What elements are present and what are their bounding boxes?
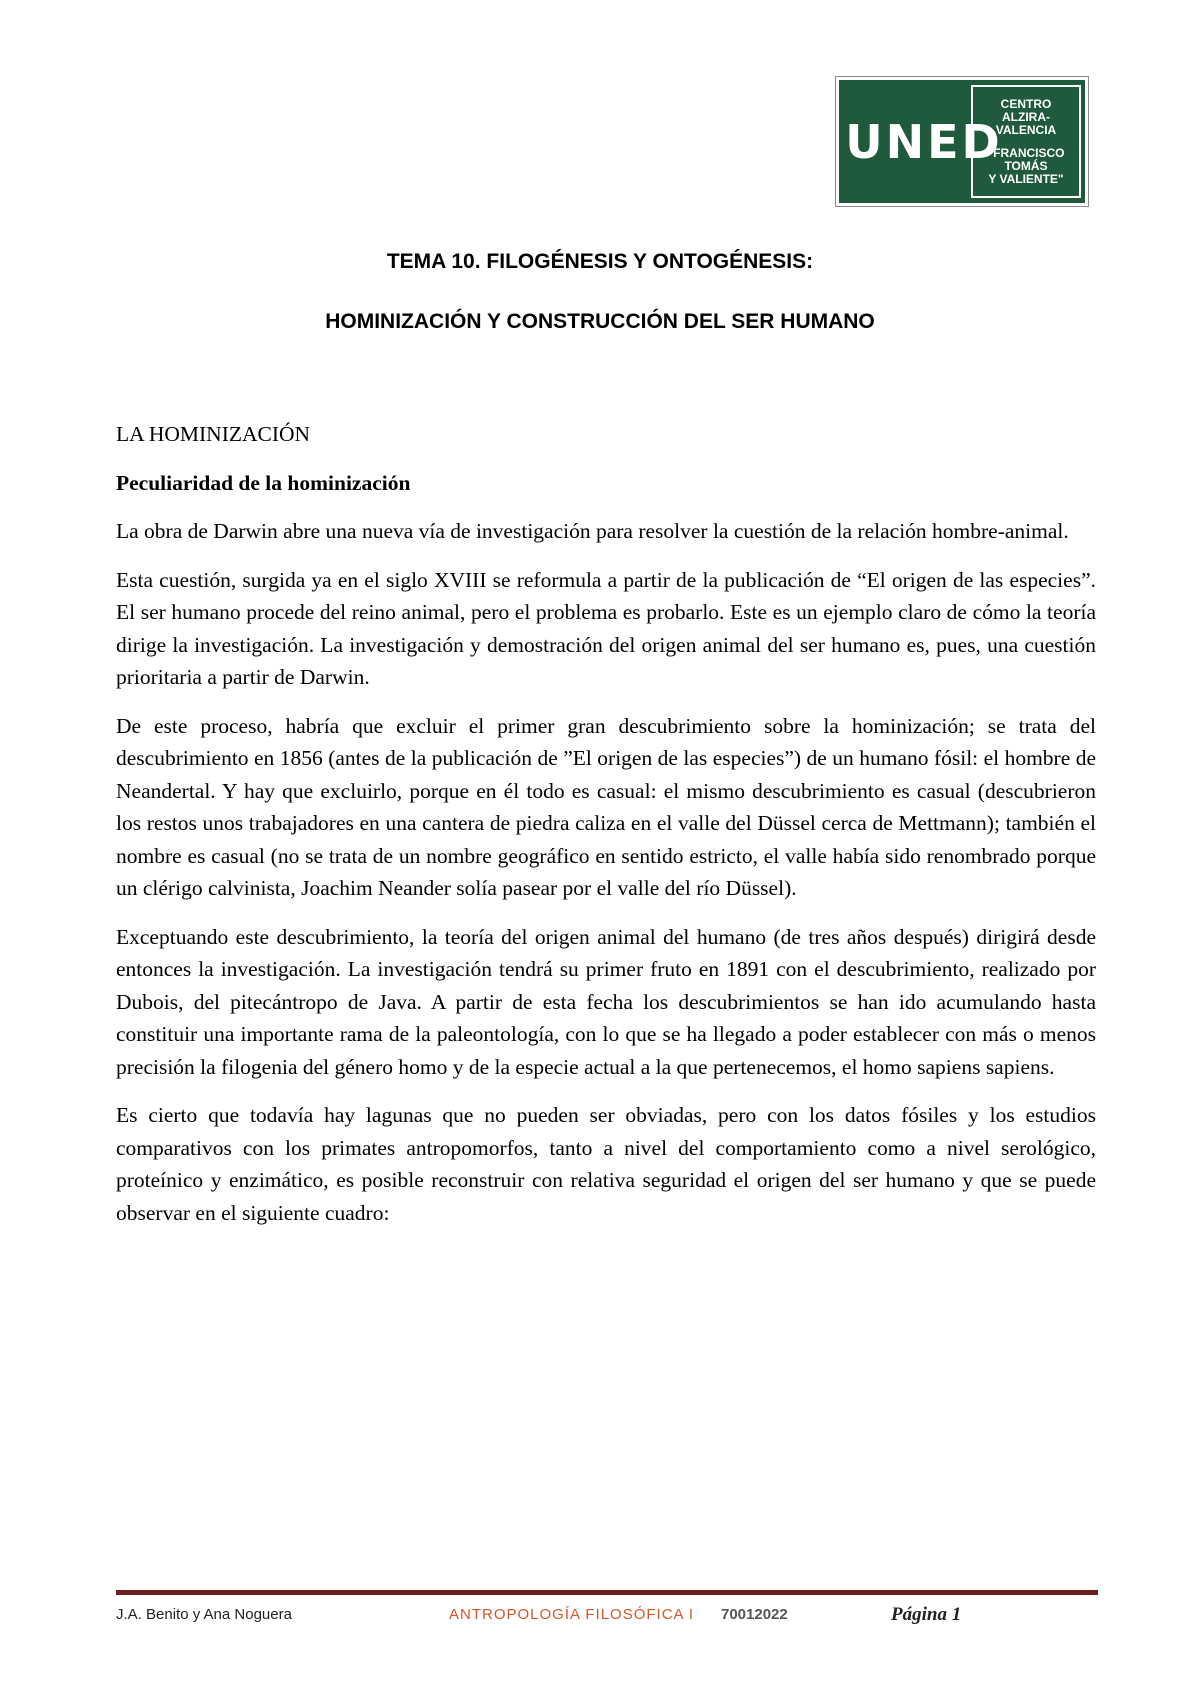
- section-heading: LA HOMINIZACIÓN: [116, 422, 311, 446]
- footer-course-name: ANTROPOLOGÍA FILOSÓFICA I: [449, 1606, 695, 1623]
- paragraph: Es cierto que todavía hay lagunas que no pueden ser obviadas, pero con los datos fósiles y los estudios comparativos con los primates antropomorfos, tanto a nivel del comportamiento como a nivel serológico, proteínico y enzimático, es posible reconstruir con relativa seguridad el origen del ser humano y que se puede observar en el siguiente cuadro:: [116, 1103, 1096, 1225]
- paragraph: Esta cuestión, surgida ya en el siglo XVIII se reformula a partir de la publicación de “El origen de las especies”. El ser humano procede del reino animal, pero el problema es probarlo. Este es un ejemplo claro de cómo la teoría dirige la investigación. La investigación y demostración del origen animal del ser humano es, pues, una cuestión prioritaria a partir de Darwin.: [116, 567, 1096, 689]
- page-footer: [116, 1604, 1098, 1628]
- footer-page-number: Página 1: [891, 1604, 962, 1625]
- logo-background: [839, 80, 1085, 203]
- logo-line-1: CENTRO: [1000, 96, 1052, 111]
- document-title-line-2: HOMINIZACIÓN Y CONSTRUCCIÓN DEL SER HUMANO: [325, 310, 875, 333]
- footer-course-code: 70012022: [721, 1606, 788, 1623]
- logo-line-4: TOMÁS: [1004, 158, 1048, 173]
- logo-wordmark: UNED: [845, 114, 1003, 169]
- subheading: Peculiaridad de la hominización: [116, 470, 411, 495]
- document-body: [116, 418, 1096, 1245]
- logo-center-box: [971, 85, 1081, 198]
- uned-logo: [835, 76, 1089, 207]
- document-title-line-1: TEMA 10. FILOGÉNESIS Y ONTOGÉNESIS:: [386, 250, 814, 273]
- logo-line-5: Y VALIENTE": [988, 171, 1064, 186]
- paragraph: La obra de Darwin abre una nueva vía de investigación para resolver la cuestión de la relación hombre-animal.: [116, 519, 1069, 543]
- paragraph: De este proceso, habría que excluir el primer gran descubrimiento sobre la hominización; se trata del descubrimiento en 1856 (antes de la publicación de ”El origen de las especies”) de un humano fósil: el hombre de Neandertal. Y hay que excluirlo, porque en él todo es casual: el mismo descubrimiento es casual (descubrieron los restos unos trabajadores en una cantera de piedra caliza en el valle del Düssel cerca de Mettmann); también el nombre es casual (no se trata de un nombre geográfico en sentido estricto, el valle había sido renombrado porque un clérigo calvinista, Joachim Neander solía pasear por el valle del río Düssel).: [116, 713, 1096, 900]
- logo-line-3: "FRANCISCO: [987, 145, 1065, 160]
- footer-authors: J.A. Benito y Ana Noguera: [116, 1606, 292, 1623]
- footer-divider: [116, 1590, 1098, 1595]
- paragraph: Exceptuando este descubrimiento, la teoría del origen animal del humano (de tres años después) dirigirá desde entonces la investigación. La investigación tendrá su primer fruto en 1891 con el descubrimiento, realizado por Dubois, del pitecántropo de Java. A partir de esta fecha los descubrimientos se han ido acumulando hasta constituir una importante rama de la paleontología, con lo que se ha llegado a poder establecer con más o menos precisión la filogenia del género homo y de la especie actual a la que pertenecemos, el homo sapiens sapiens.: [116, 924, 1096, 1079]
- logo-line-2: ALZIRA-VALENCIA: [995, 109, 1057, 137]
